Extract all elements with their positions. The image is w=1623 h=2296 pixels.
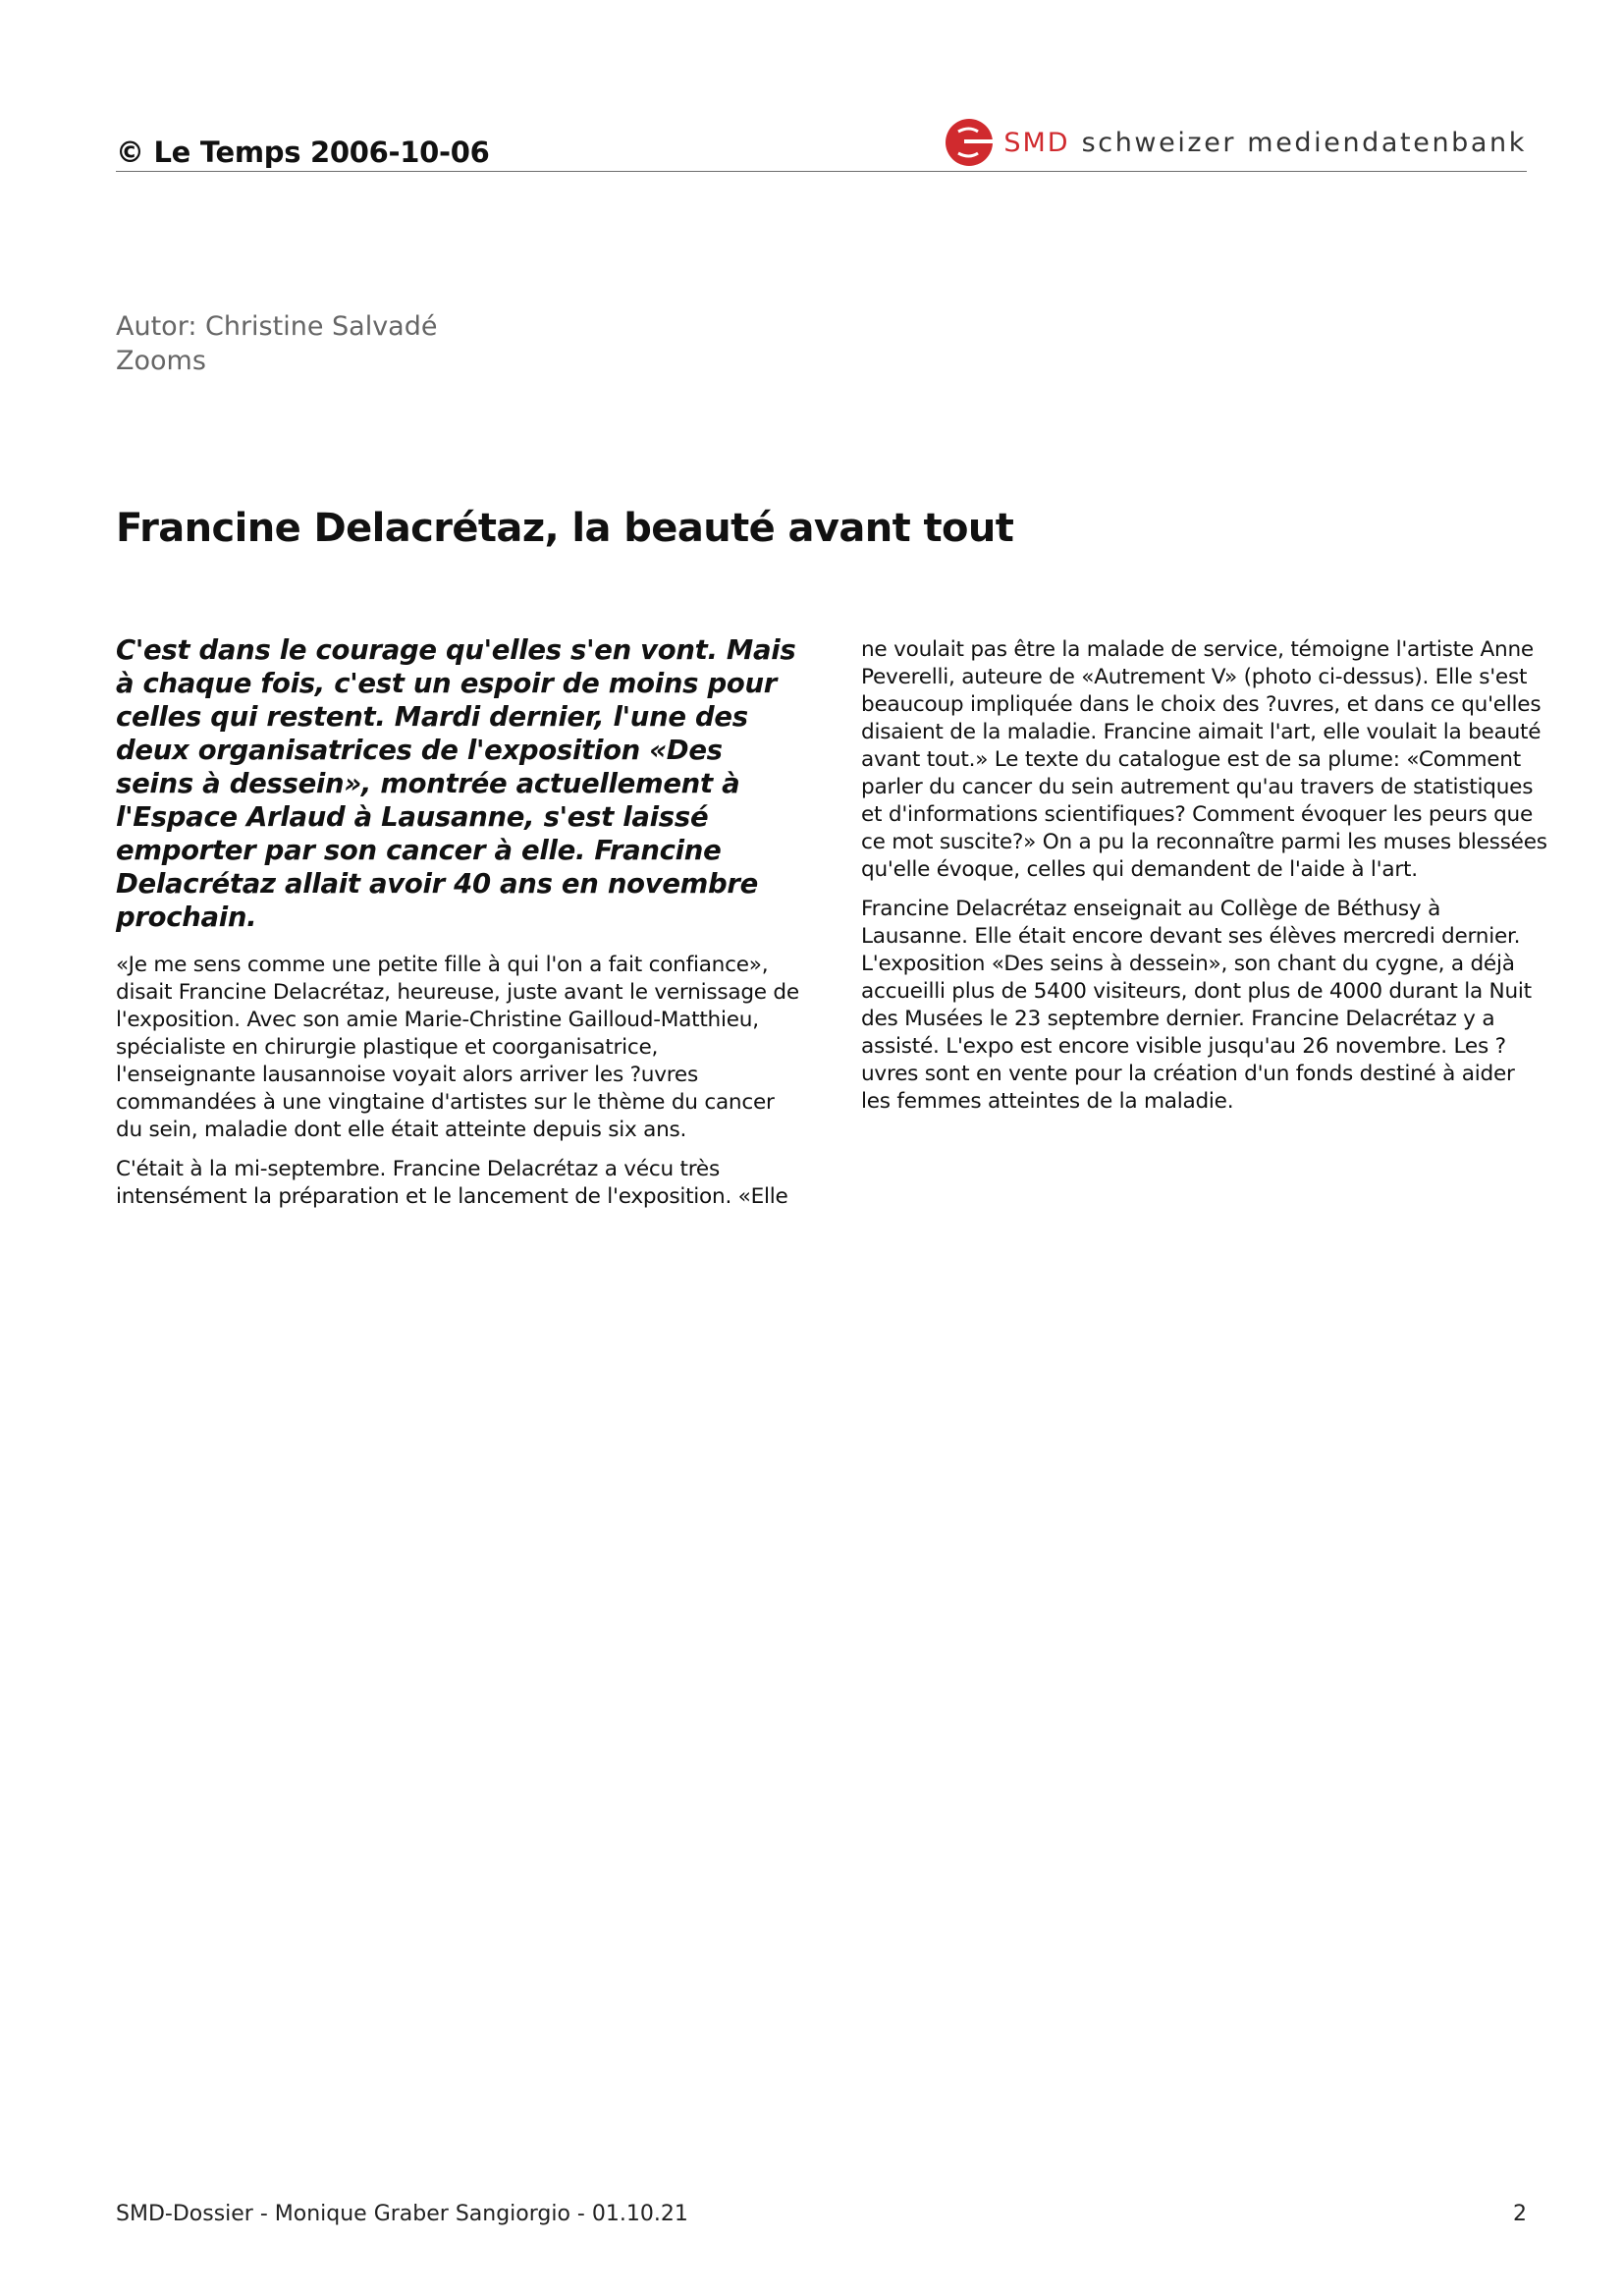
author-line: Autor: Christine Salvadé [116,311,438,342]
article-paragraph: Francine Delacrétaz enseignait au Collège de Béthusy à Lausanne. Elle était encore devant ses élèves mercredi dernier. L'exposition «Des seins à dessein», son chant du cygne, a déjà accueilli plus de 5400 visiteurs, dont plus de 4000 durant la Nuit des Musées le 23 septembre dernier. Francine Delacrétaz y a assisté. L'expo est encore visible jusqu'au 26 novembre. Les ?uvres sont en vente pour la création d'un fonds destiné à aider les femmes atteintes de la maladie. [861,897,1532,1114]
article-paragraph: ne voulait pas être la malade de service, témoigne l'artiste Anne Peverelli, auteure de «Autrement V» (photo ci-dessus). Elle s'est beaucoup impliquée dans le choix des ?uvres, et dans ce qu'elles disaient de la maladie. Francine aimait l'art, elle voulait la beauté avant tout.» Le texte du catalogue est de sa plume: «Comment parler du cancer du sein autrement qu'au travers de statistiques et d'informations scientifiques? Comment évoquer les peurs que ce mot suscite?» On a pu la reconnaître parmi les muses blessées qu'elle évoque, celles qui demandent de l'aide à l'art. [861,637,1547,882]
article-paragraph: C'était à la mi-septembre. Francine Delacrétaz a vécu très intensément la préparation et le lancement de l'exposition. «Elle [116,1157,788,1209]
article-meta [116,309,437,378]
logo-brand: SMD [1003,127,1070,158]
article-title: Francine Delacrétaz, la beauté avant tout [116,506,1014,551]
article-lead: C'est dans le courage qu'elles s'en vont. Mais à chaque fois, c'est un espoir de moins pour celles qui restent. Mardi dernier, l'une des deux organisatrices de l'exposition «Des seins à dessein», montrée actuellement à l'Espace Arlaud à Lausanne, s'est laissé emporter par son cancer à elle. Francine Delacrétaz allait avoir 40 ans en novembre prochain. [116,634,796,933]
page-number: 2 [1513,2202,1527,2226]
section-line: Zooms [116,346,206,376]
smd-logo-icon [945,118,994,167]
source-line: © Le Temps 2006-10-06 [116,136,490,169]
article-column-right [861,636,1548,1127]
smd-logo [945,118,1527,167]
article-column-left [116,633,803,1223]
header-divider [116,171,1527,172]
article-paragraph: «Je me sens comme une petite fille à qui l'on a fait confiance», disait Francine Delacrétaz, heureuse, juste avant le vernissage de l'exposition. Avec son amie Marie-Christine Gailloud-Matthieu, spécialiste en chirurgie plastique et coorganisatrice, l'enseignante lausannoise voyait alors arriver les ?uvres commandées à une vingtaine d'artistes sur le thème du cancer du sein, maladie dont elle était atteinte depuis six ans. [116,953,799,1142]
logo-name: schweizer mediendatenbank [1081,127,1527,158]
footer-dossier: SMD-Dossier - Monique Graber Sangiorgio - 01.10.21 [116,2202,688,2226]
